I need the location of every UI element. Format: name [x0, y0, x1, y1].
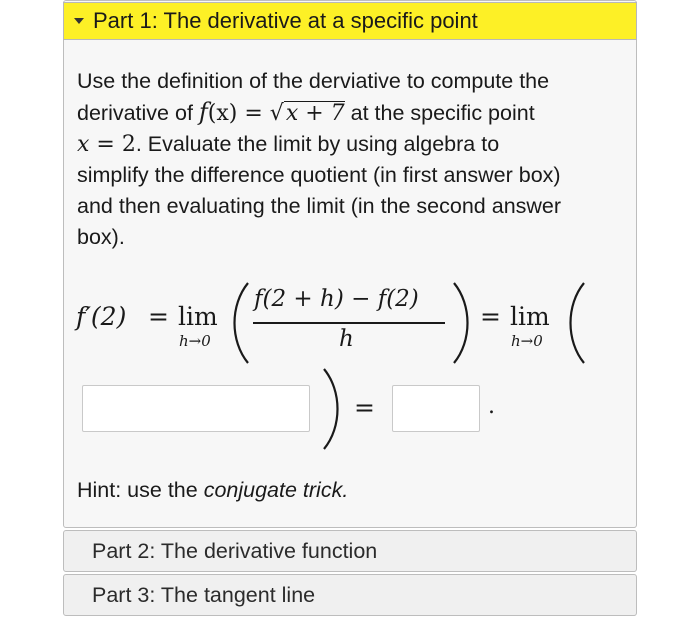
part-1-header[interactable]: [63, 2, 637, 40]
lim-subscript-1: h→0: [179, 332, 211, 350]
problem-line-2: derivative of f(x) = √x + 7 at the specific point: [77, 98, 535, 126]
f-prime-of-2: f′(2): [76, 302, 127, 331]
left-paren-1: [226, 280, 256, 366]
equals-sign-3: =: [354, 393, 375, 422]
lim-operator-2: lim: [510, 302, 550, 331]
fraction-bar: [253, 322, 445, 324]
lim-subscript-2: h→0: [511, 332, 543, 350]
hint-text: Hint: use the conjugate trick.: [77, 478, 349, 502]
fraction-denominator: h: [339, 326, 354, 352]
part-2-header[interactable]: [63, 530, 637, 572]
radicand: x + 7: [285, 101, 345, 126]
fraction-numerator: f(2 + h) − f(2): [254, 286, 419, 312]
problem-line-5: and then evaluating the limit (in the second answer: [77, 194, 562, 218]
problem-line-4: simplify the difference quotient (in first answer box): [77, 163, 561, 187]
problem-line-6: box).: [77, 225, 125, 249]
answer-box-limit-value[interactable]: [392, 385, 480, 432]
equals-sign-1: =: [148, 302, 169, 331]
period: .: [488, 394, 495, 419]
lim-operator-1: lim: [178, 302, 218, 331]
hint-emphasis: conjugate trick.: [203, 478, 349, 502]
equals-sign-2: =: [480, 302, 501, 331]
problem-statement: [77, 66, 627, 253]
right-paren-1: [446, 280, 476, 366]
part-2-title: Part 2: The derivative function: [92, 538, 378, 563]
left-paren-2: [562, 280, 592, 366]
part-3-title: Part 3: The tangent line: [92, 582, 316, 607]
part-3-header[interactable]: [63, 574, 637, 616]
problem-line-3: x = 2. Evaluate the limit by using algebra to: [77, 132, 500, 157]
problem-line-1: Use the definition of the derviative to compute the: [77, 69, 550, 93]
right-paren-2: [316, 366, 346, 452]
caret-down-icon: [74, 18, 84, 24]
part-1-title: Part 1: The derivative at a specific point: [93, 8, 478, 33]
answer-box-simplified-quotient[interactable]: [82, 385, 310, 432]
